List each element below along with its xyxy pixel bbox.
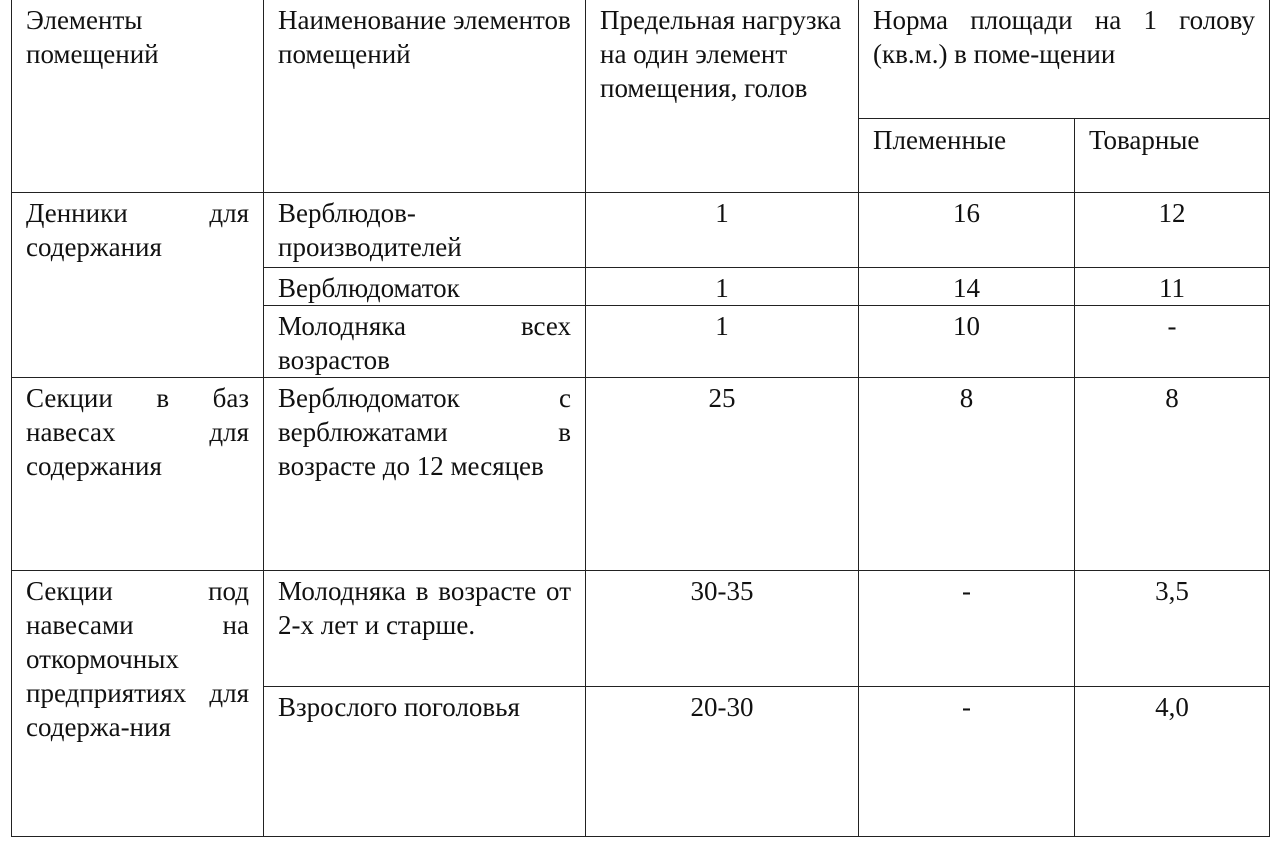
row-load: 1 xyxy=(586,192,859,267)
header-area-norm: Норма площади на 1 голову (кв.м.) в поме-щении xyxy=(859,0,1270,118)
header-elements: Элементы помещений xyxy=(12,0,264,192)
table-row xyxy=(12,570,1270,686)
row-breeding: 16 xyxy=(859,192,1075,267)
row-name: Молодняка в возрасте от 2-х лет и старше. xyxy=(264,570,586,686)
row-load: 20-30 xyxy=(586,686,859,836)
header-element-names: Наименование элементов помещений xyxy=(264,0,586,192)
header-max-load: Предельная нагрузка на один элемент помещения, голов xyxy=(586,0,859,192)
row-breeding: 10 xyxy=(859,305,1075,377)
group-element: Денники для содержания xyxy=(12,192,264,377)
table-row xyxy=(12,377,1270,570)
row-name: Верблюдоматок с верблюжатами в возрасте до 12 месяцев xyxy=(264,377,586,570)
table-header-row xyxy=(12,0,1270,118)
row-commercial: 12 xyxy=(1075,192,1270,267)
row-breeding: 14 xyxy=(859,267,1075,305)
table-row xyxy=(12,192,1270,267)
row-commercial: 4,0 xyxy=(1075,686,1270,836)
row-name: Взрослого поголовья xyxy=(264,686,586,836)
row-commercial: 11 xyxy=(1075,267,1270,305)
group-element: Секции под навесами на откормочных предприятиях для содержа-ния xyxy=(12,570,264,836)
row-name: Верблюдоматок xyxy=(264,267,586,305)
row-breeding: 8 xyxy=(859,377,1075,570)
header-commercial: Товарные xyxy=(1075,118,1270,192)
row-breeding: - xyxy=(859,686,1075,836)
row-name: Верблюдов-производителей xyxy=(264,192,586,267)
row-load: 25 xyxy=(586,377,859,570)
row-load: 30-35 xyxy=(586,570,859,686)
row-commercial: - xyxy=(1075,305,1270,377)
row-name: Молодняка всех возрастов xyxy=(264,305,586,377)
row-breeding: - xyxy=(859,570,1075,686)
livestock-area-norms-table xyxy=(11,0,1270,837)
group-element: Секции в баз навесах для содержания xyxy=(12,377,264,570)
header-breeding: Племенные xyxy=(859,118,1075,192)
row-load: 1 xyxy=(586,267,859,305)
row-load: 1 xyxy=(586,305,859,377)
row-commercial: 3,5 xyxy=(1075,570,1270,686)
row-commercial: 8 xyxy=(1075,377,1270,570)
